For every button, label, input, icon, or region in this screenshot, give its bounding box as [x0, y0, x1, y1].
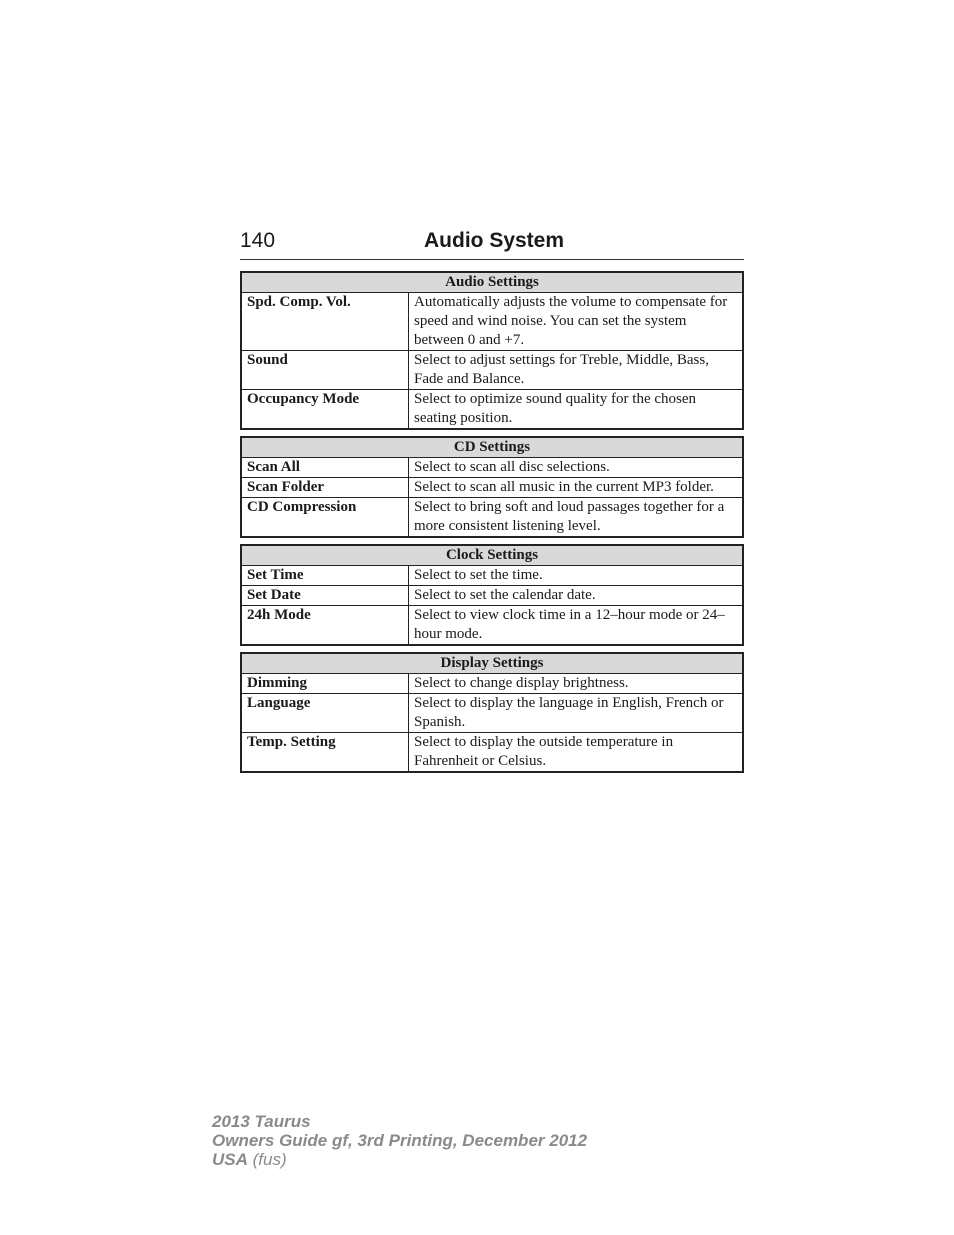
- table-row: [241, 586, 743, 606]
- table-row: [241, 606, 743, 646]
- settings-tables: [240, 271, 744, 779]
- footer-region: [212, 1150, 587, 1169]
- footer-model: 2013 Taurus: [212, 1112, 311, 1131]
- table-row: [241, 498, 743, 538]
- setting-description: Automatically adjusts the volume to compensate for speed and wind noise. You can set the system between 0 and +7.: [409, 293, 744, 351]
- footer-region-code: (fus): [252, 1150, 287, 1169]
- display-settings-table: [240, 652, 744, 773]
- setting-description: Select to view clock time in a 12–hour mode or 24–hour mode.: [409, 606, 744, 646]
- table-title: Audio Settings: [241, 272, 743, 293]
- table-row: [241, 694, 743, 733]
- footer-guide-edition: Owners Guide gf, 3rd Printing, December 2012: [212, 1131, 588, 1150]
- table-row: [241, 458, 743, 478]
- table-title: Display Settings: [241, 653, 743, 674]
- setting-description: Select to change display brightness.: [409, 674, 744, 694]
- setting-description: Select to bring soft and loud passages together for a more consistent listening level.: [409, 498, 744, 538]
- setting-term: Scan Folder: [241, 478, 409, 498]
- setting-term: 24h Mode: [241, 606, 409, 646]
- setting-description: Select to set the calendar date.: [409, 586, 744, 606]
- table-row: [241, 478, 743, 498]
- footer-country: USA: [212, 1150, 248, 1169]
- setting-description: Select to adjust settings for Treble, Middle, Bass, Fade and Balance.: [409, 351, 744, 390]
- table-row: [241, 293, 743, 351]
- setting-description: Select to scan all music in the current MP3 folder.: [409, 478, 744, 498]
- table-row: [241, 674, 743, 694]
- setting-description: Select to scan all disc selections.: [409, 458, 744, 478]
- setting-term: Dimming: [241, 674, 409, 694]
- table-row: [241, 351, 743, 390]
- setting-term: Sound: [241, 351, 409, 390]
- table-row: [241, 733, 743, 773]
- setting-term: CD Compression: [241, 498, 409, 538]
- page-footer: [212, 1112, 587, 1169]
- setting-description: Select to display the outside temperature in Fahrenheit or Celsius.: [409, 733, 744, 773]
- setting-term: Spd. Comp. Vol.: [241, 293, 409, 351]
- table-row: [241, 390, 743, 430]
- clock-settings-table: [240, 544, 744, 646]
- setting-term: Language: [241, 694, 409, 733]
- setting-term: Scan All: [241, 458, 409, 478]
- page-number: 140: [240, 229, 276, 252]
- section-title: Audio System: [424, 229, 565, 252]
- table-row: [241, 566, 743, 586]
- setting-term: Occupancy Mode: [241, 390, 409, 430]
- page-header: [240, 228, 744, 260]
- setting-term: Set Time: [241, 566, 409, 586]
- table-title: Clock Settings: [241, 545, 743, 566]
- audio-settings-table: [240, 271, 744, 430]
- setting-description: Select to optimize sound quality for the chosen seating position.: [409, 390, 744, 430]
- setting-description: Select to set the time.: [409, 566, 744, 586]
- setting-term: Temp. Setting: [241, 733, 409, 773]
- table-title: CD Settings: [241, 437, 743, 458]
- cd-settings-table: [240, 436, 744, 538]
- setting-description: Select to display the language in English, French or Spanish.: [409, 694, 744, 733]
- setting-term: Set Date: [241, 586, 409, 606]
